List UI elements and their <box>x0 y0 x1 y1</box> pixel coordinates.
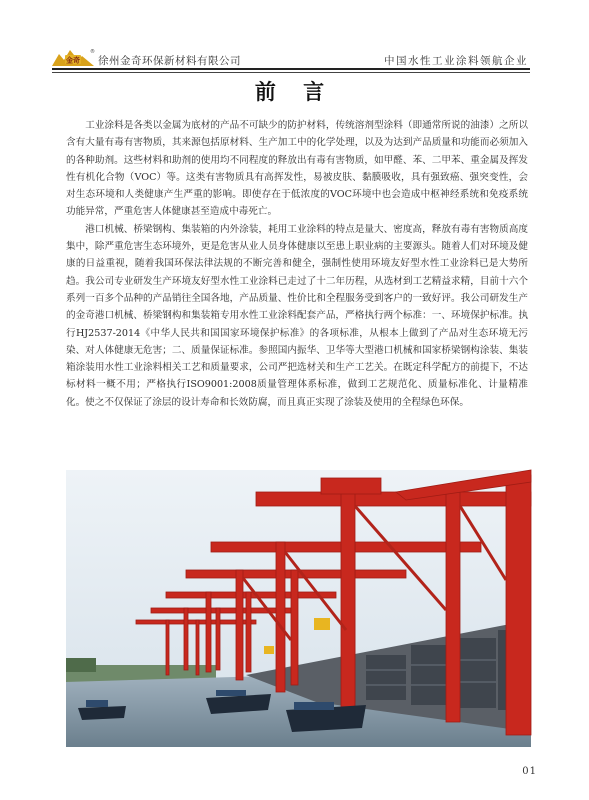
page-header <box>52 44 530 70</box>
header-rule <box>52 68 530 70</box>
page-title: 前 言 <box>254 79 335 104</box>
company-slogan: 中国水性工业涂料领航企业 <box>384 55 528 67</box>
port-cranes-photo <box>66 470 531 747</box>
company-name: 徐州金奇环保新材料有限公司 <box>98 55 241 67</box>
header-rule-thin <box>52 72 530 73</box>
preface-body <box>66 117 528 411</box>
paragraph: 工业涂料是各类以金属为底材的产品不可缺少的防护材料，传统溶剂型涂料（即通常所说的油漆）之所以含有大量有毒有害物质，其来源包括原材料、生产加工中的化学处理，以及为达到产品质量和功能而必须加入的各种助剂。这些材料和助剂的使用均不同程度的释放出有毒有害物质，如甲醛、苯、二甲苯、重金属及挥发性有机化合物（VOC）等。这类有害物质具有高挥发性，易被皮肤、黏膜吸收，具有强致癌、强突变性，会对生态环境和人类健康产生严重的影响。即使存在于低浓度的VOC环境中也会造成中枢神经系统和免疫系统功能异常，严重危害人体健康甚至造成中毒死亡。 <box>66 120 528 218</box>
svg-text:金奇: 金奇 <box>66 56 80 65</box>
company-logo <box>52 48 94 68</box>
port-cranes-illustration <box>66 470 531 747</box>
page-number: 01 <box>522 766 537 777</box>
svg-text:®: ® <box>90 49 95 55</box>
paragraph: 港口机械、桥梁钢构、集装箱的内外涂装，耗用工业涂料的特点是量大、密度高，释放有毒有害物质高度集中，除严重危害生态环境外，更是危害从业人员身体健康以至患上职业病的主要源头。随着人们对环境及健康的日益重视，随着我国环保法律法规的不断完善和健全，强制性使用环境友好型水性工业涂料已是大势所趋。我公司专业研发生产环境友好型水性工业涂料已走过了十二年历程，从选材到工艺精益求精，目前十六个系列一百多个品种的产品销往全国各地，产品质量、性价比和全程服务受到客户的一致好评。我公司研发生产的金奇港口机械、桥梁钢构和集装箱专用水性工业涂料配套产品，严格执行两个标准：一、环境保护标准。执行HJ2537-2014《中华人民共和国国家环境保护标准》的各项标准，从根本上做到了产品对生态环境无污染、对人体健康无危害；二、质量保证标准。参照国内振华、卫华等大型港口机械和国家桥梁钢构涂装、集装箱涂装用水性工业涂料相关工艺和质量要求，公司严把选材关和生产工艺关。在既定科学配方的前提下，不达标材料一概不用；严格执行ISO9001:2008质量管理体系标准，做到工艺规范化、质量标准化、计量精准化。使之不仅保证了涂层的设计寿命和长效防腐，而且真正实现了涂装及使用的全程绿色环保。 <box>66 223 528 408</box>
